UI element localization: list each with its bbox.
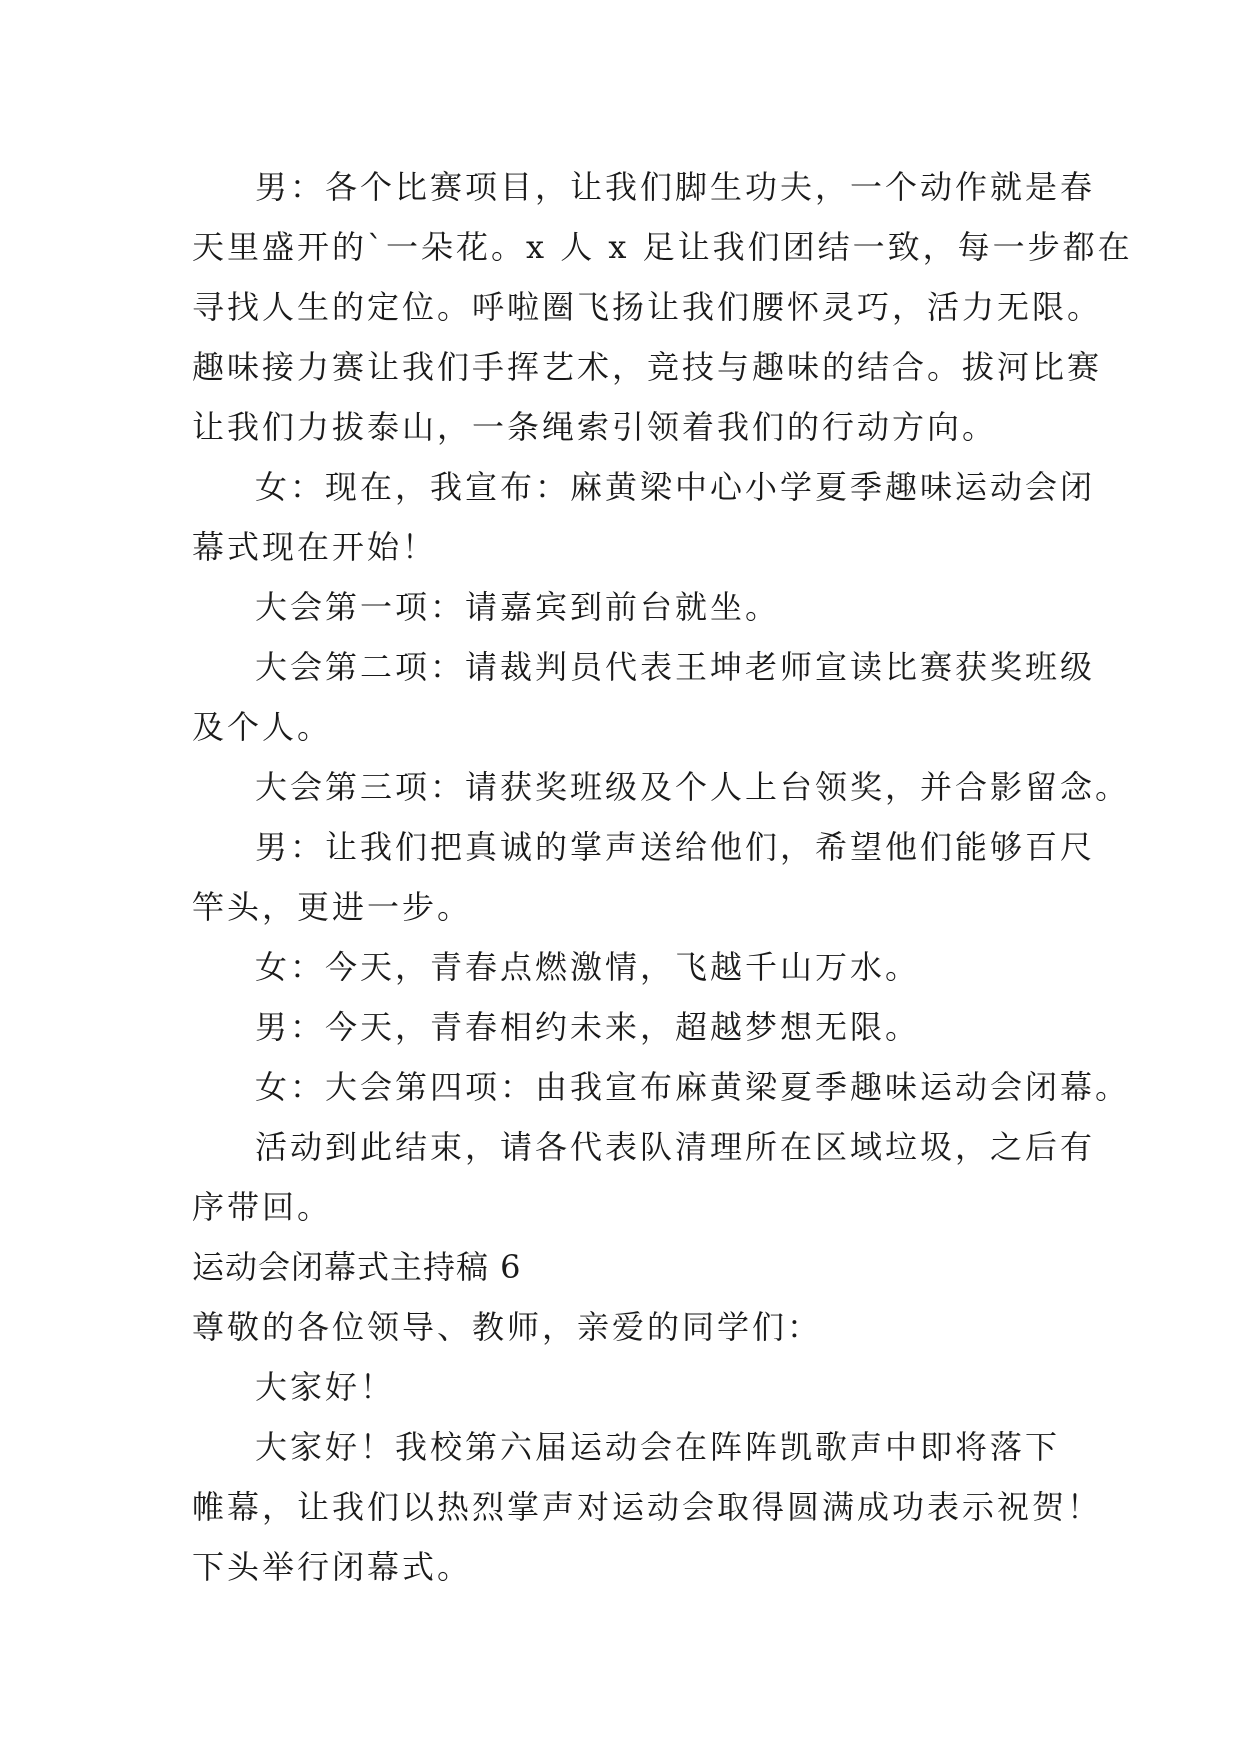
- paragraph-line: 趣味接力赛让我们手挥艺术，竞技与趣味的结合。拔河比赛: [192, 348, 1103, 386]
- salutation-line: 尊敬的各位领导、教师，亲爱的同学们：: [192, 1308, 823, 1346]
- paragraph-line: 寻找人生的定位。呼啦圈飞扬让我们腰怀灵巧，活力无限。: [192, 288, 1103, 326]
- paragraph-line: 女：大会第四项：由我宣布麻黄梁夏季趣味运动会闭幕。: [255, 1068, 1131, 1106]
- paragraph-line: 帷幕，让我们以热烈掌声对运动会取得圆满成功表示祝贺！: [192, 1488, 1103, 1526]
- paragraph-line: 大家好！我校第六届运动会在阵阵凯歌声中即将落下: [255, 1428, 1061, 1466]
- paragraph-line: 女：现在，我宣布：麻黄梁中心小学夏季趣味运动会闭: [255, 468, 1096, 506]
- paragraph-line: 男：今天，青春相约未来，超越梦想无限。: [255, 1008, 921, 1046]
- greeting-line: 大家好！: [255, 1368, 396, 1406]
- paragraph-line: 竿头，更进一步。: [192, 888, 473, 926]
- paragraph-line: 大会第二项：请裁判员代表王坤老师宣读比赛获奖班级: [255, 648, 1096, 686]
- paragraph-line: 男：各个比赛项目，让我们脚生功夫，一个动作就是春: [255, 168, 1096, 206]
- paragraph-line: 下头举行闭幕式。: [192, 1548, 473, 1586]
- paragraph-line: 序带回。: [192, 1188, 333, 1226]
- paragraph-line: 大会第三项：请获奖班级及个人上台领奖，并合影留念。: [255, 768, 1131, 806]
- section-heading: 运动会闭幕式主持稿 6: [192, 1248, 522, 1286]
- paragraph-line: 活动到此结束，请各代表队清理所在区域垃圾，之后有: [255, 1128, 1096, 1166]
- paragraph-line: 及个人。: [192, 708, 333, 746]
- paragraph-line: 让我们力拔泰山，一条绳索引领着我们的行动方向。: [192, 408, 998, 446]
- paragraph-line: 女：今天，青春点燃激情，飞越千山万水。: [255, 948, 921, 986]
- paragraph-line: 男：让我们把真诚的掌声送给他们，希望他们能够百尺: [255, 828, 1096, 866]
- paragraph-line: 幕式现在开始！: [192, 528, 438, 566]
- paragraph-line: 大会第一项：请嘉宾到前台就坐。: [255, 588, 781, 626]
- paragraph-line: 天里盛开的`一朵花。x 人 x 足让我们团结一致，每一步都在: [192, 228, 1133, 266]
